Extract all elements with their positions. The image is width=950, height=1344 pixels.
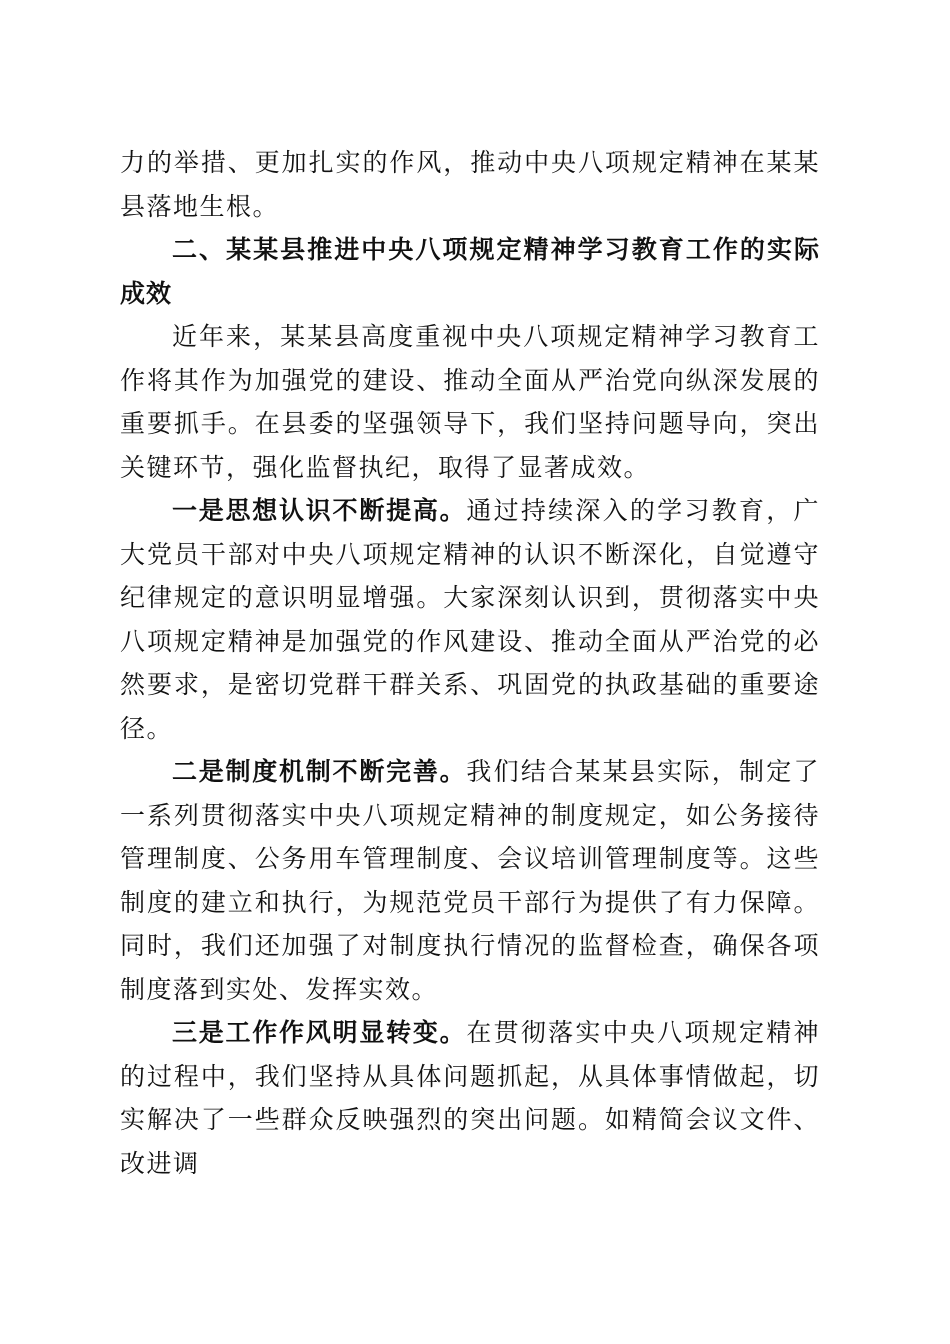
intro-paragraph: 近年来，某某县高度重视中央八项规定精神学习教育工作将其作为加强党的建设、推动全面从严治党向纵深发展的重要抓手。在县委的坚强领导下，我们坚持问题导向，突出关键环节，强化监督执纪，取得了显著成效。 — [120, 322, 820, 482]
point-three-paragraph — [120, 1011, 820, 1185]
point-two-lead: 二是制度机制不断完善。 — [172, 757, 467, 786]
document-body — [120, 141, 820, 1185]
point-two-paragraph — [120, 750, 820, 1011]
point-one-paragraph — [120, 489, 820, 750]
section-heading: 二、某某县推进中央八项规定精神学习教育工作的实际成效 — [120, 235, 820, 308]
point-three-lead: 三是工作作风明显转变。 — [172, 1018, 467, 1047]
point-one-lead: 一是思想认识不断提高。 — [172, 496, 467, 525]
point-two-body: 我们结合某某县实际，制定了一系列贯彻落实中央八项规定精神的制度规定，如公务接待管理制度、公务用车管理制度、会议培训管理制度等。这些制度的建立和执行，为规范党员干部行为提供了有力保障。同时，我们还加强了对制度执行情况的监督检查，确保各项制度落到实处、发挥实效。 — [120, 757, 820, 1004]
continuation-paragraph: 力的举措、更加扎实的作风，推动中央八项规定精神在某某县落地生根。 — [120, 148, 820, 221]
point-three-body: 在贯彻落实中央八项规定精神的过程中，我们坚持从具体问题抓起，从具体事情做起，切实解决了一些群众反映强烈的突出问题。如精简会议文件、改进调 — [120, 1018, 820, 1178]
point-one-body: 通过持续深入的学习教育，广大党员干部对中央八项规定精神的认识不断深化，自觉遵守纪律规定的意识明显增强。大家深刻认识到，贯彻落实中央八项规定精神是加强党的作风建设、推动全面从严治党的必然要求，是密切党群干群关系、巩固党的执政基础的重要途径。 — [120, 496, 820, 743]
